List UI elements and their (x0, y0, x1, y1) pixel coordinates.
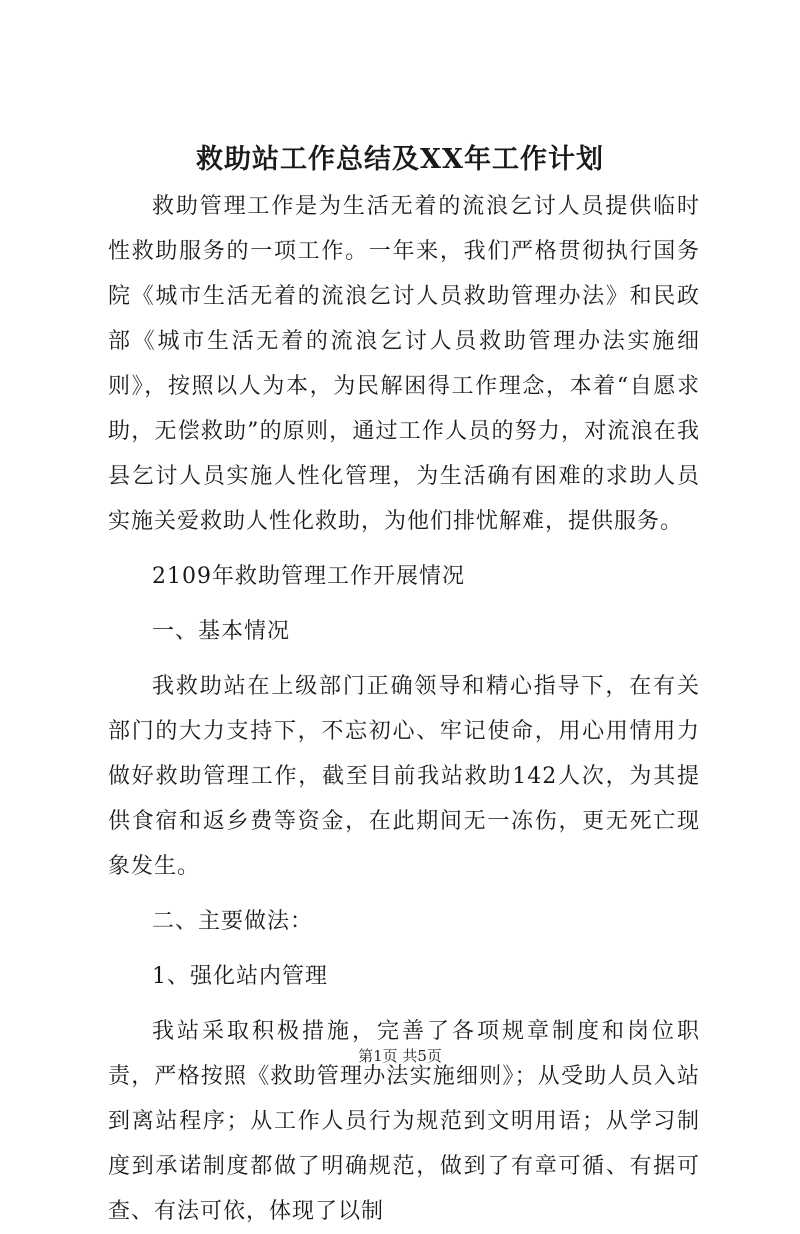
page-number-footer: 第1页 共5页 (358, 1047, 442, 1065)
document-body (108, 184, 700, 1234)
paragraph-gap (108, 889, 700, 899)
paragraph-intro: 救助管理工作是为生活无着的流浪乞讨人员提供临时性救助服务的一项工作。一年来，我们严格贯彻执行国务院《城市生活无着的流浪乞讨人员救助管理办法》和民政部《城市生活无着的流浪乞讨人员救助管理办法实施细则》，按照以人为本，为民解困得工作理念，本着“自愿求助，无偿救助”的原则，通过工作人员的努力，对流浪在我县乞讨人员实施人性化管理，为生活确有困难的求助人员实施关爱救助人性化救助，为他们排忧解难，提供服务。 (108, 194, 700, 534)
section-heading-main-practices: 二、主要做法： (152, 909, 314, 934)
paragraph-station-management: 我站采取积极措施，完善了各项规章制度和岗位职责，严格按照《救助管理办法实施细则》；从受助人员入站到离站程序；从工作人员行为规范到文明用语；从学习制度到承诺制度都做了明确规范，做到了有章可循、有据可查、有法可依，体现了以制 (108, 1019, 700, 1224)
paragraph-gap (108, 544, 700, 554)
paragraph-gap (108, 654, 700, 664)
paragraph-gap (108, 944, 700, 954)
document-title: 救助站工作总结及XX年工作计划 (196, 144, 604, 175)
section-heading-year-overview: 2109年救助管理工作开展情况 (152, 564, 465, 589)
paragraph-gap (108, 999, 700, 1009)
subsection-heading-station-management: 1、强化站内管理 (152, 964, 328, 989)
section-heading-basic-situation: 一、基本情况 (152, 619, 291, 644)
paragraph-gap (108, 599, 700, 609)
paragraph-basic-situation: 我救助站在上级部门正确领导和精心指导下，在有关部门的大力支持下，不忘初心、牢记使命，用心用情用力做好救助管理工作，截至目前我站救助142人次，为其提供食宿和返乡费等资金，在此期间无一冻伤，更无死亡现象发生。 (108, 674, 700, 879)
